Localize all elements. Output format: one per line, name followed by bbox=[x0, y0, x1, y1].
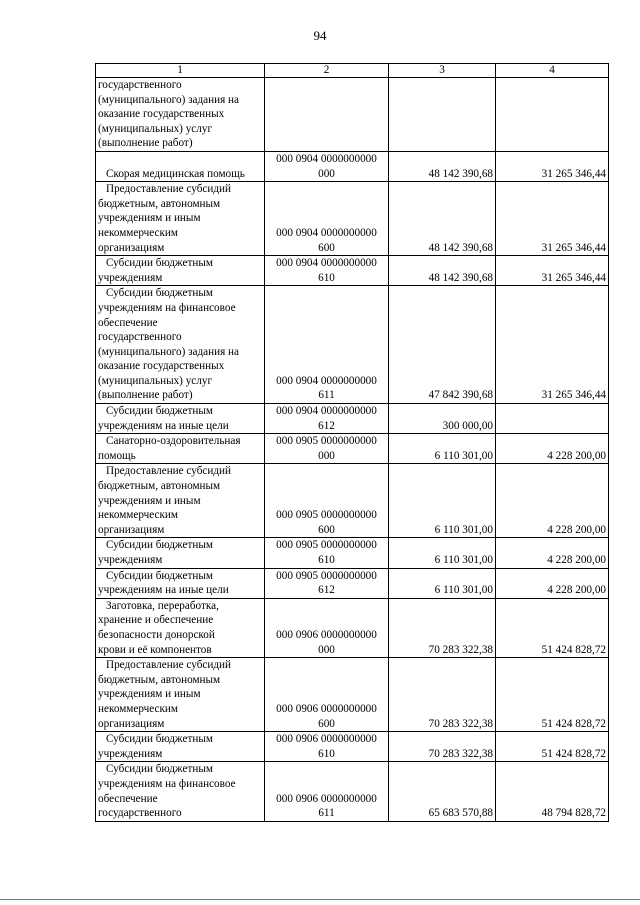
code-line: 610 bbox=[318, 554, 335, 566]
description-line: оказание государственных bbox=[98, 360, 225, 373]
row-description bbox=[96, 732, 265, 762]
code-line: 000 0906 0000000000 bbox=[276, 792, 377, 805]
row-value-col3: 48 142 390,68 bbox=[389, 182, 496, 256]
code-line: 000 bbox=[318, 449, 335, 462]
row-value-col3: 70 283 322,38 bbox=[389, 658, 496, 732]
table-row bbox=[96, 151, 609, 181]
row-value-col4: 4 228 200,00 bbox=[496, 434, 609, 464]
description-line: (муниципальных) услуг bbox=[98, 122, 213, 135]
description-line: государственного bbox=[98, 331, 182, 344]
budget-table bbox=[95, 63, 609, 822]
code-line: 600 bbox=[318, 241, 335, 254]
description-line: некоммерческим bbox=[98, 509, 178, 522]
row-value-col3: 6 110 301,00 bbox=[389, 464, 496, 538]
code-line: 000 0904 0000000000 bbox=[276, 152, 377, 165]
code-line: 612 bbox=[318, 584, 335, 597]
row-value-col4 bbox=[496, 78, 609, 152]
description-line: учреждениям на финансовое bbox=[98, 777, 236, 790]
row-description bbox=[96, 256, 265, 286]
description-line: безопасности донорской bbox=[98, 628, 215, 641]
row-value-col3: 48 142 390,68 bbox=[389, 256, 496, 286]
row-value-col4: 31 265 346,44 bbox=[496, 286, 609, 404]
description-line: Субсидии бюджетным bbox=[106, 733, 213, 746]
row-description bbox=[96, 568, 265, 598]
row-description bbox=[96, 286, 265, 404]
description-line: организациям bbox=[98, 241, 165, 254]
description-line: помощь bbox=[98, 449, 136, 462]
row-value-col4: 48 794 828,72 bbox=[496, 762, 609, 821]
row-description bbox=[96, 151, 265, 181]
row-value-col4: 51 424 828,72 bbox=[496, 598, 609, 657]
code-line: 000 0906 0000000000 bbox=[276, 733, 377, 746]
description-line: учреждениям и иным bbox=[98, 494, 201, 507]
row-code bbox=[265, 434, 389, 464]
code-line: 000 0904 0000000000 bbox=[276, 257, 377, 270]
row-value-col4: 4 228 200,00 bbox=[496, 464, 609, 538]
row-description bbox=[96, 434, 265, 464]
row-code bbox=[265, 598, 389, 657]
budget-table-body bbox=[96, 64, 609, 822]
row-value-col4: 31 265 346,44 bbox=[496, 151, 609, 181]
row-value-col3: 70 283 322,38 bbox=[389, 732, 496, 762]
description-line: государственного bbox=[98, 807, 182, 820]
code-line: 600 bbox=[318, 717, 335, 730]
description-line: учреждениям на иные цели bbox=[98, 584, 229, 597]
description-line: Субсидии бюджетным bbox=[106, 287, 213, 300]
description-line: Субсидии бюджетным bbox=[106, 539, 213, 552]
row-value-col3 bbox=[389, 78, 496, 152]
description-line: Субсидии бюджетным bbox=[106, 569, 213, 582]
row-value-col4: 4 228 200,00 bbox=[496, 568, 609, 598]
description-line: Предоставление субсидий bbox=[106, 183, 232, 196]
header-cell-2: 2 bbox=[265, 64, 389, 78]
code-line: 612 bbox=[318, 419, 335, 432]
row-description bbox=[96, 598, 265, 657]
table-row bbox=[96, 762, 609, 821]
description-line: Предоставление субсидий bbox=[106, 659, 232, 672]
code-line: 610 bbox=[318, 271, 335, 284]
code-line: 000 0905 0000000000 bbox=[276, 539, 377, 552]
header-cell-4: 4 bbox=[496, 64, 609, 78]
description-line: (муниципального) задания на bbox=[98, 93, 240, 106]
code-line: 000 0905 0000000000 bbox=[276, 435, 377, 448]
code-line: 000 0906 0000000000 bbox=[276, 628, 377, 641]
row-code bbox=[265, 658, 389, 732]
code-line: 600 bbox=[318, 523, 335, 536]
code-line: 611 bbox=[318, 807, 335, 820]
row-value-col4 bbox=[496, 404, 609, 434]
row-code bbox=[265, 286, 389, 404]
description-line: учреждениям bbox=[98, 554, 163, 566]
description-line: Субсидии бюджетным bbox=[106, 763, 213, 776]
code-line: 610 bbox=[318, 747, 335, 760]
row-description bbox=[96, 538, 265, 568]
table-row bbox=[96, 732, 609, 762]
description-line: хранение и обеспечение bbox=[98, 614, 214, 627]
table-row bbox=[96, 182, 609, 256]
header-row bbox=[96, 64, 609, 78]
description-line: Санаторно-оздоровительная bbox=[106, 435, 241, 448]
description-line: обеспечение bbox=[98, 792, 158, 805]
row-value-col4: 4 228 200,00 bbox=[496, 538, 609, 568]
row-code bbox=[265, 78, 389, 152]
row-description bbox=[96, 404, 265, 434]
description-line: организациям bbox=[98, 717, 165, 730]
description-line: учреждениям и иным bbox=[98, 212, 201, 225]
table-row bbox=[96, 286, 609, 404]
table-row bbox=[96, 434, 609, 464]
description-line: Заготовка, переработка, bbox=[106, 599, 219, 612]
table-row bbox=[96, 598, 609, 657]
row-code bbox=[265, 762, 389, 821]
row-code bbox=[265, 256, 389, 286]
description-line: бюджетным, автономным bbox=[98, 197, 221, 210]
code-line: 000 bbox=[318, 167, 335, 180]
row-value-col3: 6 110 301,00 bbox=[389, 538, 496, 568]
row-description bbox=[96, 78, 265, 152]
description-line: крови и её компонентов bbox=[98, 643, 212, 656]
description-line: учреждениям bbox=[98, 271, 163, 284]
row-value-col3: 65 683 570,88 bbox=[389, 762, 496, 821]
description-line: бюджетным, автономным bbox=[98, 673, 221, 686]
table-row bbox=[96, 404, 609, 434]
description-line: учреждениям на финансовое bbox=[98, 301, 236, 314]
table-row bbox=[96, 568, 609, 598]
description-line: государственного bbox=[98, 79, 182, 91]
row-description bbox=[96, 182, 265, 256]
description-line: обеспечение bbox=[98, 316, 158, 329]
code-line: 000 0904 0000000000 bbox=[276, 374, 377, 387]
table-row bbox=[96, 256, 609, 286]
description-line: учреждениям bbox=[98, 747, 163, 760]
table-row bbox=[96, 78, 609, 152]
row-value-col4: 51 424 828,72 bbox=[496, 658, 609, 732]
row-value-col3: 300 000,00 bbox=[389, 404, 496, 434]
row-value-col3: 6 110 301,00 bbox=[389, 434, 496, 464]
row-code bbox=[265, 568, 389, 598]
row-value-col4: 31 265 346,44 bbox=[496, 256, 609, 286]
row-code bbox=[265, 151, 389, 181]
description-line: Субсидии бюджетным bbox=[106, 257, 213, 270]
code-line: 000 bbox=[318, 643, 335, 656]
row-description bbox=[96, 464, 265, 538]
row-code bbox=[265, 464, 389, 538]
row-code bbox=[265, 182, 389, 256]
code-line: 000 0905 0000000000 bbox=[276, 509, 377, 522]
row-description bbox=[96, 658, 265, 732]
code-line: 000 0904 0000000000 bbox=[276, 405, 377, 418]
description-line: некоммерческим bbox=[98, 702, 178, 715]
table-row bbox=[96, 658, 609, 732]
row-value-col4: 31 265 346,44 bbox=[496, 182, 609, 256]
bottom-rule bbox=[0, 899, 640, 900]
description-line: некоммерческим bbox=[98, 226, 178, 239]
code-line: 611 bbox=[318, 389, 335, 402]
row-value-col4: 51 424 828,72 bbox=[496, 732, 609, 762]
row-code bbox=[265, 538, 389, 568]
row-code bbox=[265, 404, 389, 434]
description-line: учреждениям и иным bbox=[98, 688, 201, 701]
table-row bbox=[96, 538, 609, 568]
code-line: 000 0906 0000000000 bbox=[276, 702, 377, 715]
row-code bbox=[265, 732, 389, 762]
description-line: бюджетным, автономным bbox=[98, 480, 221, 493]
description-line: Субсидии бюджетным bbox=[106, 405, 213, 418]
description-line: (выполнение работ) bbox=[98, 389, 193, 402]
header-cell-1: 1 bbox=[96, 64, 265, 78]
row-value-col3: 6 110 301,00 bbox=[389, 568, 496, 598]
description-line: (выполнение работ) bbox=[98, 137, 193, 150]
description-line: (муниципального) задания на bbox=[98, 345, 240, 358]
row-description bbox=[96, 762, 265, 821]
row-value-col3: 70 283 322,38 bbox=[389, 598, 496, 657]
page-number: 94 bbox=[313, 28, 327, 43]
row-value-col3: 48 142 390,68 bbox=[389, 151, 496, 181]
row-value-col3: 47 842 390,68 bbox=[389, 286, 496, 404]
code-line: 000 0905 0000000000 bbox=[276, 569, 377, 582]
description-line: учреждениям на иные цели bbox=[98, 419, 229, 432]
table-row bbox=[96, 464, 609, 538]
description-line: (муниципальных) услуг bbox=[98, 374, 213, 387]
description-line: оказание государственных bbox=[98, 108, 225, 121]
description-line: Предоставление субсидий bbox=[106, 465, 232, 478]
description-line: организациям bbox=[98, 523, 165, 536]
description-line: Скорая медицинская помощь bbox=[106, 167, 245, 180]
code-line: 000 0904 0000000000 bbox=[276, 226, 377, 239]
header-cell-3: 3 bbox=[389, 64, 496, 78]
